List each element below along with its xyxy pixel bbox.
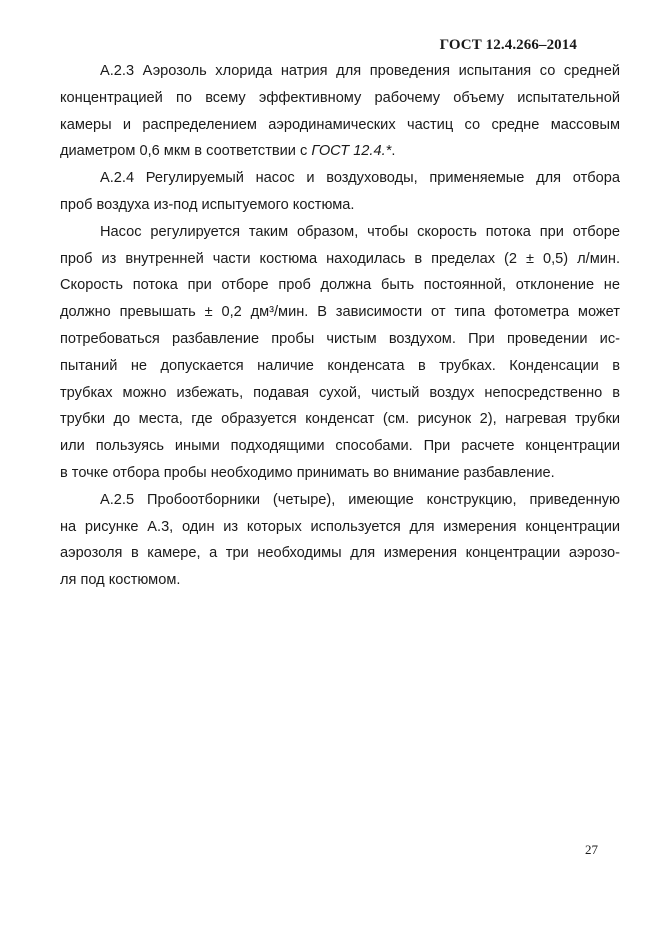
text-line: или пользуясь иными подходящими способами. При расчете концентрации (60, 438, 620, 455)
page-number: 27 (585, 842, 598, 857)
paragraph-a-2-5 (60, 487, 620, 594)
text-fragment: . (391, 143, 396, 160)
text-line: Скорость потока при отборе проб должна быть постоянной, отклонение не (60, 277, 620, 294)
text-line: проб из внутренней части костюма находилась в пределах (2 ± 0,5) л/мин. (60, 250, 620, 267)
document-header: ГОСТ 12.4.266–2014 (439, 37, 577, 53)
document-body (60, 58, 620, 594)
text-line: на рисунке А.3, один из которых используется для измерения концентрации (60, 518, 620, 535)
text-line: проб воздуха из-под испытуемого костюма. (60, 196, 355, 213)
text-line: должно превышать ± 0,2 дм³/мин. В зависимости от типа фотометра может (60, 304, 620, 321)
paragraph-pump-regulation (60, 219, 620, 487)
text-fragment: диаметром 0,6 мкм в соответствии с (60, 143, 312, 160)
text-line: Насос регулируется таким образом, чтобы скорость потока при отборе (100, 223, 620, 240)
text-line: трубках можно избежать, подавая сухой, чистый воздух непосредственно в (60, 384, 620, 401)
paragraph-a-2-4 (60, 165, 620, 219)
standard-reference: ГОСТ 12.4.* (311, 143, 392, 160)
text-line (60, 138, 620, 165)
text-line: А.2.3 Аэрозоль хлорида натрия для проведения испытания со средней (100, 63, 620, 79)
text-line: А.2.5 Пробоотборники (четыре), имеющие конструкцию, приведенную (100, 491, 620, 508)
text-line: ля под костюмом. (60, 572, 181, 589)
text-line: трубки до места, где образуется конденсат (см. рисунок 2), нагревая трубки (60, 411, 620, 428)
text-line: концентрацией по всему эффективному рабочему объему испытательной (60, 89, 620, 106)
text-line: пытаний не допускается наличие конденсата в трубках. Конденсации в (60, 357, 620, 374)
text-line: в точке отбора пробы необходимо принимать во внимание разбавление. (60, 464, 555, 481)
paragraph-a-2-3 (60, 58, 620, 165)
text-line: потребоваться разбавление пробы чистым воздухом. При проведении ис- (60, 330, 620, 347)
text-line: камеры и распределением аэродинамических частиц со средне массовым (60, 116, 620, 133)
text-line: аэрозоля в камере, а три необходимы для измерения концентрации аэрозо- (60, 545, 620, 562)
text-line: А.2.4 Регулируемый насос и воздуховоды, применяемые для отбора (100, 170, 620, 187)
